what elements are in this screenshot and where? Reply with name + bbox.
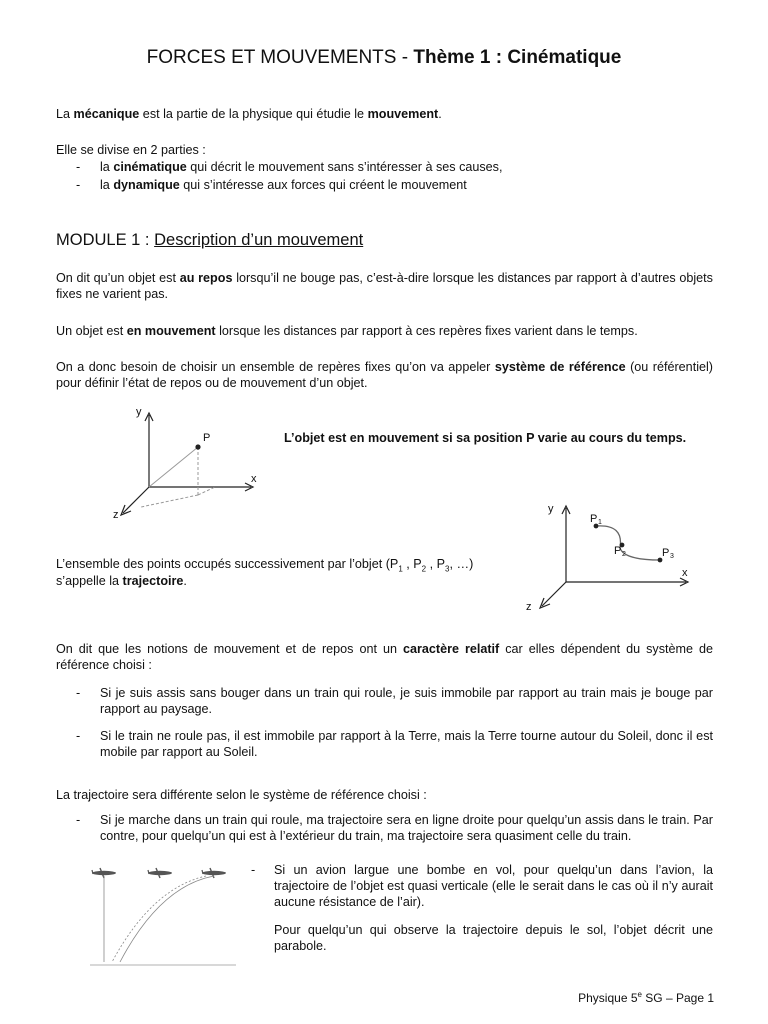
- subscript: 3: [445, 564, 450, 574]
- term-systeme-reference: système de référence: [494, 360, 626, 374]
- text: qui décrit le mouvement sans s’intéresser à ses causes,: [186, 160, 503, 174]
- text: .: [183, 574, 187, 588]
- module-prefix: MODULE 1 :: [56, 231, 155, 249]
- intro-parts: Elle se divise en 2 parties :: [56, 143, 206, 157]
- diagram-trajectory: [520, 498, 700, 618]
- text: , …): [449, 557, 474, 571]
- subscript: 2: [421, 564, 427, 574]
- list-dash: -: [76, 178, 81, 192]
- point-p: [195, 444, 200, 449]
- text: On dit que les notions de mouvement et de repos ont un: [56, 642, 403, 656]
- page-footer: [578, 990, 714, 1006]
- list-dash: -: [76, 729, 81, 743]
- label-x: x: [251, 473, 257, 485]
- text: Un objet est: [56, 324, 127, 338]
- label-p3: P: [662, 547, 670, 559]
- text: La: [56, 107, 74, 121]
- footer-text: Physique 5: [578, 991, 638, 1005]
- text: qui s’intéresse aux forces qui créent le mouvement: [179, 178, 467, 192]
- term-en-mouvement: en mouvement: [126, 324, 216, 338]
- label-p1: P: [590, 513, 598, 525]
- paragraph-repos: [56, 270, 713, 302]
- term-cinematique: cinématique: [113, 160, 187, 174]
- position-vector: [149, 447, 198, 487]
- term-mouvement: mouvement: [367, 107, 439, 121]
- diagram-reference-frame: [105, 403, 275, 525]
- intro-paragraph: [56, 106, 713, 122]
- label-z: z: [526, 601, 532, 613]
- text: On dit qu’un objet est: [56, 271, 180, 285]
- term-caractere-relatif: caractère relatif: [402, 642, 500, 656]
- parabola-curve: [112, 876, 206, 962]
- text: L’ensemble des points occupés successivement par l’objet (P: [56, 557, 399, 571]
- label-y: y: [548, 503, 554, 515]
- list-text: Si je marche dans un train qui roule, ma trajectoire sera en ligne droite pour quelqu’un assis dans le train. Par contre, pour quelqu’un qui est à l’extérieur du train, ma trajectoire sera quasiment celle du train.: [100, 813, 713, 843]
- subscript: 2: [622, 551, 626, 558]
- list-text: Si le train ne roule pas, il est immobile par rapport à la Terre, mais la Terre tourne autour du Soleil, donc il est mobile par rapport au Soleil.: [100, 729, 713, 759]
- text: car elles dépendent du système de référence choisi :: [56, 642, 713, 672]
- text: la: [100, 178, 114, 192]
- label-y: y: [136, 406, 142, 418]
- label-x: x: [682, 567, 688, 579]
- label-p2: P: [614, 545, 622, 557]
- subscript: 1: [598, 519, 602, 526]
- paragraph-trajectoire: [56, 556, 536, 572]
- plane-bomb-drawing: [90, 862, 240, 970]
- paragraph-differente: La trajectoire sera différente selon le système de référence choisi :: [56, 788, 427, 802]
- trajectory-curve: [596, 526, 660, 560]
- page-title: [0, 46, 768, 70]
- text: s’appelle la: [56, 574, 123, 588]
- paragraph-relatif: [56, 641, 713, 673]
- term-au-repos: au repos: [179, 271, 233, 285]
- module-heading: [56, 229, 363, 251]
- z-axis: [542, 582, 566, 606]
- subscript: 3: [670, 553, 674, 560]
- text: , P: [402, 557, 422, 571]
- text: la: [100, 160, 114, 174]
- statement-position: L’objet est en mouvement si sa position P varie au cours du temps.: [284, 431, 687, 445]
- footer-text: SG – Page 1: [641, 991, 714, 1005]
- dashed-line: [198, 487, 215, 495]
- label-z: z: [113, 509, 119, 521]
- airplane-icon: [148, 868, 172, 878]
- module-title: Description d’un mouvement: [154, 231, 364, 249]
- list-dash: -: [76, 813, 81, 827]
- term-dynamique: dynamique: [113, 178, 180, 192]
- dashed-line: [141, 495, 198, 507]
- term-trajectoire: trajectoire: [122, 574, 184, 588]
- text: lorsqu’il ne bouge pas, c’est-à-dire lorsque les distances par rapport à d’autres objets fixes ne varient pas.: [56, 271, 713, 301]
- list-dash: -: [251, 863, 256, 877]
- list-text: Si un avion largue une bombe en vol, pour quelqu’un dans l’avion, la trajectoire de l’objet est quasi verticale (elle le serait dans le cas où il n’y aurait aucune résistance de l’air).: [274, 863, 713, 909]
- title-theme: Thème 1 : Cinématique: [413, 47, 622, 68]
- subscript: 1: [398, 564, 403, 574]
- list-dash: -: [76, 160, 81, 174]
- paragraph-trajectoire-line2: [56, 573, 187, 589]
- text: lorsque les distances par rapport à ces repères fixes varient dans le temps.: [215, 324, 638, 338]
- text: , P: [426, 557, 446, 571]
- paragraph-mouvement: [56, 323, 713, 339]
- z-axis: [123, 487, 149, 513]
- list-text: Si je suis assis sans bouger dans un train qui roule, je suis immobile par rapport au train mais je bouge par rapport au paysage.: [100, 686, 713, 716]
- superscript: e: [637, 990, 642, 999]
- title-left: FORCES ET MOUVEMENTS -: [146, 47, 414, 68]
- text: On a donc besoin de choisir un ensemble de repères fixes qu’on va appeler: [56, 360, 495, 374]
- list-dash: -: [76, 686, 81, 700]
- paragraph-systeme: [56, 359, 713, 391]
- text: .: [438, 107, 442, 121]
- text: (ou référentiel) pour définir l’état de repos ou de mouvement d’un objet.: [56, 360, 713, 390]
- text: est la partie de la physique qui étudie le: [139, 107, 368, 121]
- parabola-curve: [120, 876, 214, 962]
- label-p: P: [203, 432, 211, 444]
- term-mecanique: mécanique: [73, 107, 140, 121]
- paragraph-parabole: Pour quelqu’un qui observe la trajectoire depuis le sol, l’objet décrit une parabole.: [274, 923, 713, 953]
